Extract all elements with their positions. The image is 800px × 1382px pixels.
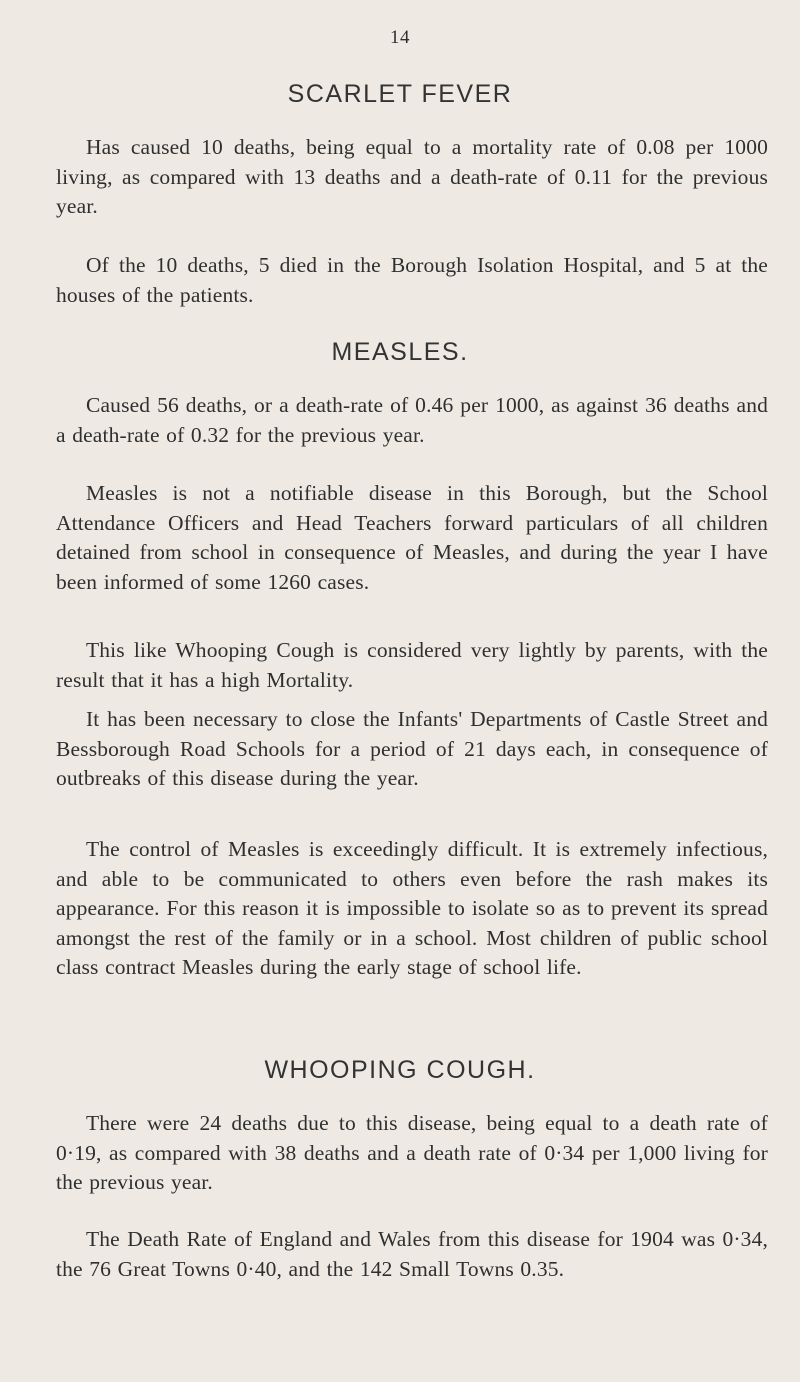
paragraph-whooping-cough-2: The Death Rate of England and Wales from this disease for 1904 was 0·34, the 76 Great Towns 0·40, and the 142 Small Towns 0.35.: [56, 1227, 768, 1281]
section-heading-whooping-cough: WHOOPING COUGH.: [264, 1056, 536, 1084]
paragraph-measles-2: Measles is not a notifiable disease in this Borough, but the School Attendance Officers and Head Teachers forward particulars of all children detained from school in consequence of Measles, and during the year I have been informed of some 1260 cases.: [56, 481, 768, 594]
paragraph-measles-1: Caused 56 deaths, or a death-rate of 0.46 per 1000, as against 36 deaths and a death-rate of 0.32 for the previous year.: [56, 393, 768, 447]
paragraph-measles-5: The control of Measles is exceedingly difficult. It is extremely infectious, and able to be communicated to others even before the rash makes its appearance. For this reason it is impossible to isolate so as to prevent its spread amongst the rest of the family or in a school. Most children of public school class contract Measles during the early stage of school life.: [56, 837, 768, 979]
paragraph-measles-3: This like Whooping Cough is considered very lightly by parents, with the result that it has a high Mortality.: [56, 638, 768, 692]
section-heading-scarlet-fever: SCARLET FEVER: [287, 80, 513, 108]
section-heading-measles: MEASLES.: [331, 338, 469, 366]
paragraph-measles-4: It has been necessary to close the Infants' Departments of Castle Street and Bessborough Road Schools for a period of 21 days each, in consequence of outbreaks of this disease during the year.: [56, 707, 768, 790]
paragraph-scarlet-fever-2: Of the 10 deaths, 5 died in the Borough Isolation Hospital, and 5 at the houses of the patients.: [56, 253, 768, 307]
paragraph-whooping-cough-1: There were 24 deaths due to this disease, being equal to a death rate of 0·19, as compared with 38 deaths and a death rate of 0·34 per 1,000 living for the previous year.: [56, 1111, 768, 1194]
page-number: 14: [390, 27, 410, 48]
paragraph-scarlet-fever-1: Has caused 10 deaths, being equal to a mortality rate of 0.08 per 1000 living, as compared with 13 deaths and a death-rate of 0.11 for the previous year.: [56, 135, 768, 218]
